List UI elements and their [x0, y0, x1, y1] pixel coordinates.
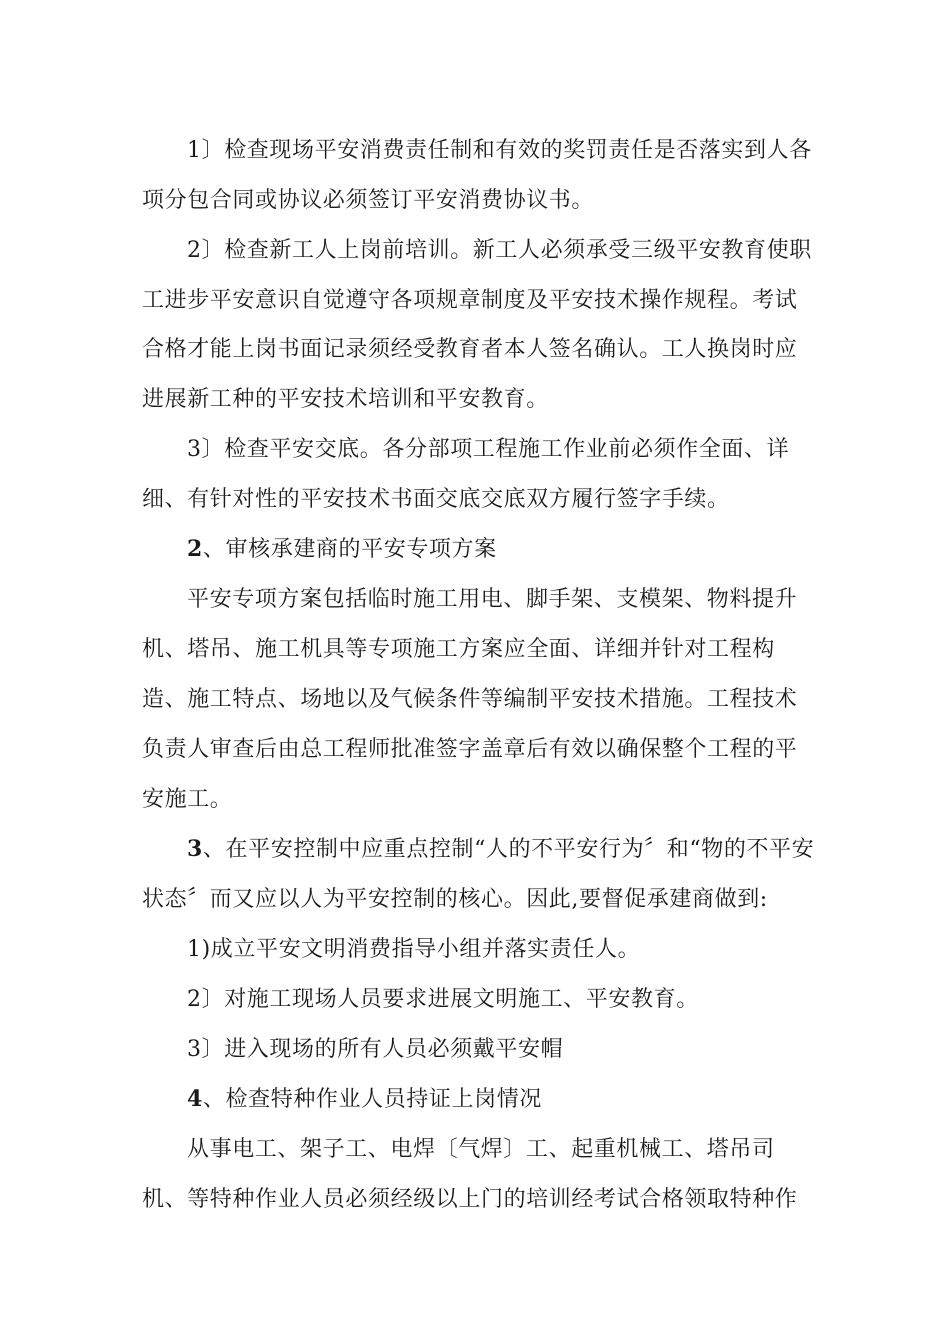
text-line: [142, 734, 797, 765]
line-text: 工进步平安意识自觉遵守各项规章制度及平安技术操作规程。考试: [142, 288, 798, 313]
text-line: [187, 834, 814, 865]
text-line: [142, 684, 797, 715]
line-text: 1)成立平安文明消费指导小组并落实责任人。: [187, 937, 641, 962]
section-number: 2: [187, 536, 203, 562]
text-line: [142, 185, 594, 216]
text-line: [187, 235, 812, 266]
text-line: [187, 934, 640, 965]
section-number: 3: [187, 836, 203, 862]
line-text: 平安专项方案包括临时施工用电、脚手架、支模架、物料提升: [187, 587, 798, 612]
text-line: [142, 484, 730, 515]
text-line: [142, 384, 549, 415]
text-line: [187, 1134, 775, 1165]
section-number: 4: [187, 1086, 203, 1112]
text-line: [187, 135, 812, 166]
line-text: 、审核承建商的平安专项方案: [202, 537, 497, 562]
line-text: 1〕检查现场平安消费责任制和有效的奖罚责任是否落实到人各: [187, 138, 812, 163]
line-text: 从事电工、架子工、电焊〔气焊〕工、起重机械工、塔吊司: [187, 1137, 775, 1162]
line-text: 造、施工特点、场地以及气候条件等编制平安技术措施。工程技术: [142, 687, 798, 712]
line-text: 状态〞而又应以人为平安控制的核心。因此,要督促承建商做到:: [142, 887, 768, 912]
text-line: [142, 334, 797, 365]
text-line: [142, 784, 232, 815]
line-text: 、检查特种作业人员持证上岗情况: [202, 1087, 542, 1112]
line-text: 2〕检查新工人上岗前培训。新工人必须承受三级平安教育使职: [187, 238, 812, 263]
text-line: [187, 1034, 563, 1065]
text-line: [142, 1184, 797, 1215]
text-line: [187, 984, 699, 1015]
text-line: [142, 634, 775, 665]
line-text: 机、等特种作业人员必须经级以上门的培训经考试合格领取特种作: [142, 1187, 798, 1212]
line-text: 合格才能上岗书面记录须经受教育者本人签名确认。工人换岗时应: [142, 337, 798, 362]
text-line: [187, 434, 789, 465]
line-text: 3〕进入现场的所有人员必须戴平安帽: [187, 1037, 564, 1062]
line-text: 细、有针对性的平安技术书面交底交底双方履行签字手续。: [142, 487, 730, 512]
line-text: 、在平安控制中应重点控制“人的不平安行为〞和“物的不平安: [202, 837, 815, 862]
line-text: 进展新工种的平安技术培训和平安教育。: [142, 387, 549, 412]
text-line: [187, 584, 797, 615]
line-text: 2〕对施工现场人员要求进展文明施工、平安教育。: [187, 987, 699, 1012]
text-line: [142, 285, 797, 316]
text-line: [187, 1084, 542, 1115]
line-text: 安施工。: [142, 787, 233, 812]
line-text: 3〕检查平安交底。各分部项工程施工作业前必须作全面、详: [187, 437, 790, 462]
line-text: 项分包合同或协议必须签订平安消费协议书。: [142, 188, 595, 213]
text-line: [187, 534, 497, 565]
line-text: 机、塔吊、施工机具等专项施工方案应全面、详细并针对工程构: [142, 637, 775, 662]
text-line: [142, 884, 768, 915]
line-text: 负责人审查后由总工程师批准签字盖章后有效以确保整个工程的平: [142, 737, 798, 762]
